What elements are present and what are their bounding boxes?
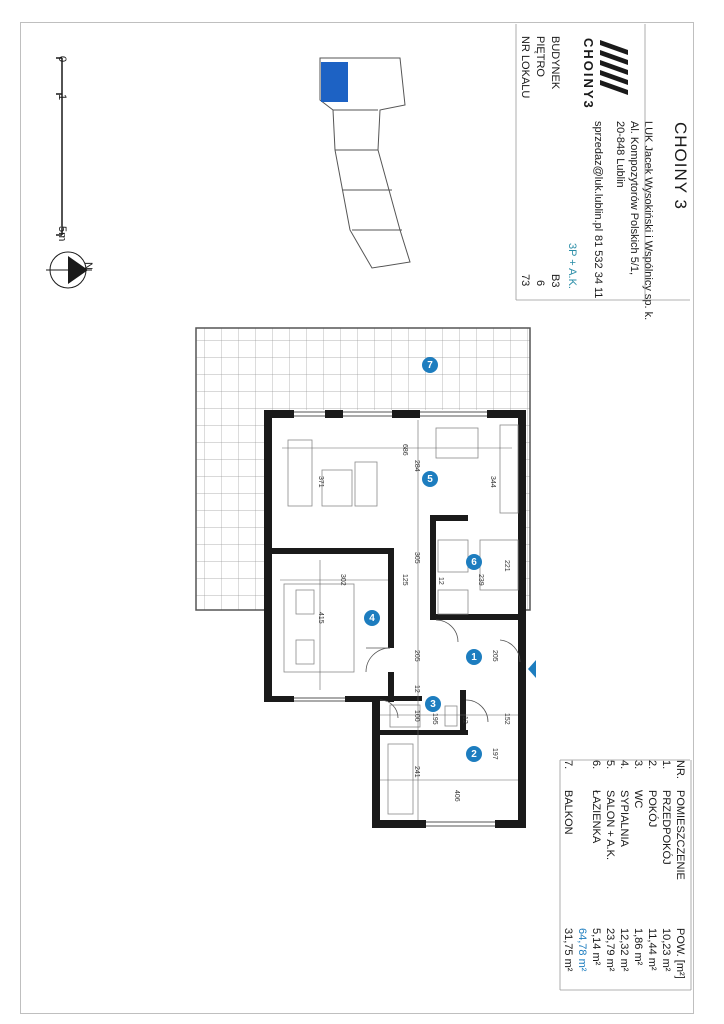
dim-197: 197 <box>491 748 498 760</box>
row5-nr: 5. <box>604 760 616 770</box>
table-col-room: POMIESZCZENIE <box>674 790 686 880</box>
row1-name: PRZEDPOKÓJ <box>660 790 672 865</box>
dim-686: 686 <box>401 444 408 456</box>
unit-number-label: NR LOKALU <box>519 36 531 99</box>
scale-zero: 0 <box>56 56 68 63</box>
dim-12c: 12 <box>461 716 468 724</box>
dim-205b: 205 <box>491 650 498 662</box>
row3-area: 1,86 m² <box>632 928 644 966</box>
project-title: CHOINY 3 <box>671 122 690 210</box>
room-marker-5: 5 <box>422 471 438 487</box>
dim-284: 284 <box>413 460 420 472</box>
dim-195: 195 <box>431 713 438 725</box>
company-line1: LUK Jacek Wysokiński i Wspólnicy sp. k. <box>642 121 654 321</box>
room-marker-1: 1 <box>466 649 482 665</box>
row2-area: 11,44 m² <box>646 928 658 971</box>
north-label: N <box>82 262 94 270</box>
floor-value: 6 <box>534 280 546 287</box>
north-arrow-icon <box>46 252 92 288</box>
key-plan-highlight <box>321 62 348 102</box>
building-label: BUDYNEK <box>549 36 561 90</box>
dim-415: 415 <box>317 612 324 624</box>
row2-name: POKÓJ <box>646 790 658 828</box>
building-value: B3 <box>549 274 561 288</box>
scale-five: 5m <box>56 226 68 242</box>
dim-125: 125 <box>401 574 408 586</box>
dim-302: 302 <box>339 574 346 586</box>
logo-text: CHOINY3 <box>581 38 596 110</box>
row1-area: 10,23 m² <box>660 928 672 972</box>
room-marker-2: 2 <box>466 746 482 762</box>
total-area: 64,78 m² <box>576 928 588 972</box>
dim-100: 100 <box>413 710 420 722</box>
dim-406: 406 <box>453 790 460 802</box>
company-line3: 20-848 Lublin <box>614 121 626 188</box>
dim-344: 344 <box>489 476 496 488</box>
row4-area: 12,32 m² <box>618 928 630 972</box>
company-phone: 81 532 34 11 <box>592 235 604 299</box>
dim-241: 241 <box>413 766 420 778</box>
entrance-arrow-icon <box>528 660 536 678</box>
row3-nr: 3. <box>632 760 644 770</box>
table-col-area: POW. [m²] <box>674 928 686 979</box>
balcony-nr: 7. <box>562 760 574 770</box>
row3-name: WC <box>632 790 644 809</box>
row5-name: SALON + A.K. <box>604 790 616 861</box>
room-marker-3: 3 <box>425 696 441 712</box>
apartment-type: 3P + A.K. <box>566 243 578 289</box>
table-col-nr: NR. <box>674 760 686 779</box>
company-email[interactable]: sprzedaz@luk.lublin.pl <box>592 121 604 232</box>
dim-221: 221 <box>503 560 510 572</box>
dim-205a: 205 <box>413 650 420 662</box>
row6-area: 5,14 m² <box>590 928 602 966</box>
floor-label: PIĘTRO <box>534 36 546 77</box>
title-block-lines <box>516 24 691 990</box>
dim-12b: 12 <box>413 685 420 693</box>
dim-371: 371 <box>317 476 324 488</box>
dim-305: 305 <box>413 552 420 564</box>
dim-12a: 12 <box>437 577 444 585</box>
row6-nr: 6. <box>590 760 602 770</box>
unit-number-value: 73 <box>519 274 531 287</box>
row5-area: 23,79 m² <box>604 928 616 972</box>
dim-152: 152 <box>503 713 510 725</box>
room-marker-6: 6 <box>466 554 482 570</box>
row1-nr: 1. <box>660 760 672 770</box>
room-marker-4: 4 <box>364 610 380 626</box>
balcony-name: BALKON <box>562 790 574 835</box>
room-marker-7: 7 <box>422 357 438 373</box>
dim-239: 239 <box>477 574 484 586</box>
company-line2: Al. Kompozytorów Polskich 5/1, <box>628 121 640 276</box>
scale-one: 1 <box>56 94 68 101</box>
scale-bar <box>56 58 62 235</box>
row4-nr: 4. <box>618 760 630 770</box>
row4-name: SYPIALNIA <box>618 790 630 847</box>
balcony-area: 31,75 m² <box>562 928 574 972</box>
row6-name: ŁAZIENKA <box>590 790 602 844</box>
row2-nr: 2. <box>646 760 658 770</box>
